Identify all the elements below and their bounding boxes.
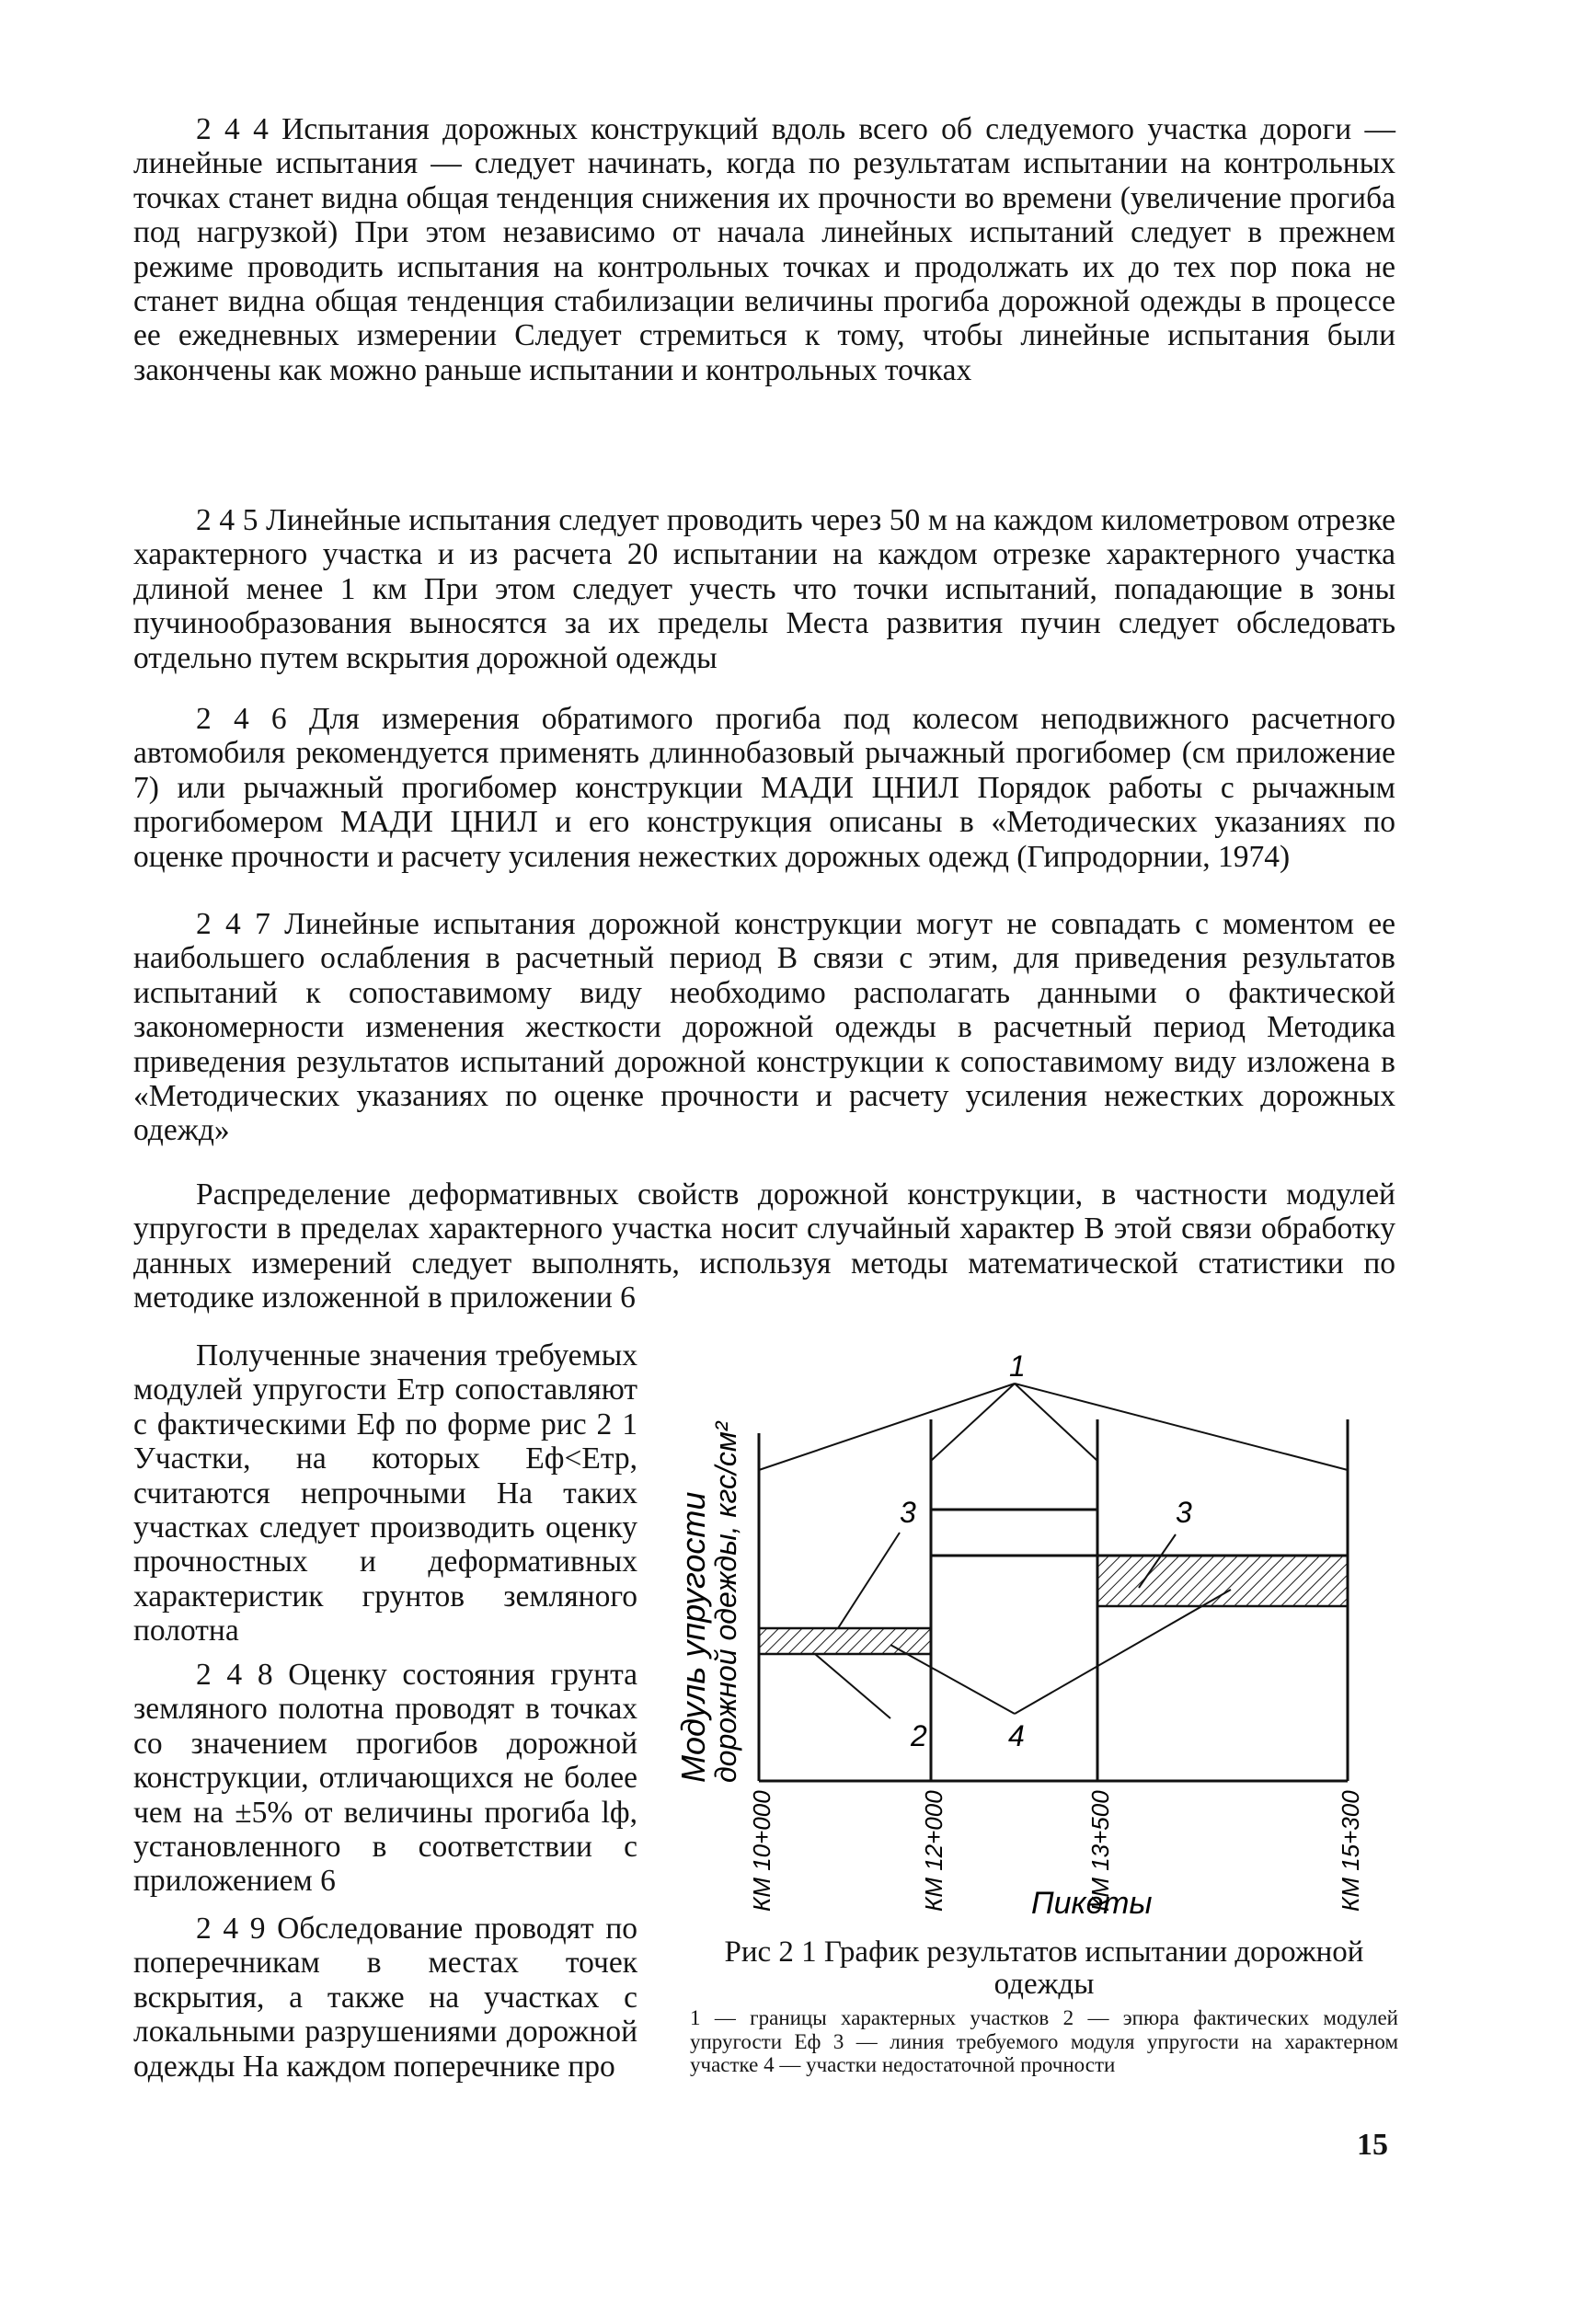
weak-section-right <box>1097 1556 1348 1606</box>
callout-3-label-right: 3 <box>1176 1496 1192 1529</box>
callout-4-label: 4 <box>1008 1719 1025 1752</box>
paragraph-2-4-7: 2 4 7 Линейные испытания дорожной конструкции могут не совпадать с моментом ее наибольшего ослабления в расчетный период В связи с этим, для приведения результатов испытаний к сопоставимому виду необходимо располагать данными о фактической закономерности изменения жесткости дорожной одежды в расчетный период Методика приведения результатов испытаний дорожной конструкции к сопоставимому виду изложена в «Методических указаниях по оценке прочности и расчету усиления нежестких дорожных одежд» <box>133 907 1395 1148</box>
figure-test-results <box>674 1341 1401 1930</box>
callout-1-line <box>1015 1384 1348 1470</box>
callout-1-label: 1 <box>1009 1349 1026 1383</box>
picket-label: КМ 15+300 <box>1337 1790 1364 1912</box>
callout-2-label: 2 <box>911 1719 927 1752</box>
callout-1-line <box>931 1384 1015 1461</box>
callout-3-label-left: 3 <box>900 1496 916 1529</box>
y-axis-label-line2: дорожной одежды, кгс/см² <box>709 1421 742 1783</box>
paragraph-2-4-9: 2 4 9 Обследование проводят по поперечникам в местах точек вскрытия, а также на участках с локальными разрушениями дорожной одежды На каждом поперечнике про <box>133 1912 637 2084</box>
callout-4-line <box>1015 1590 1231 1714</box>
page-number: 15 <box>1357 2128 1388 2162</box>
paragraph-distribution: Распределение деформативных свойств дорожной конструкции, в частности модулей упругости в пределах характерного участка носит случайный характер В этой связи обработку данных измерений следует выполнять, используя методы математической статистики по методике изложенной в приложении 6 <box>133 1177 1395 1315</box>
callout-2-line <box>815 1654 890 1718</box>
paragraph-2-4-5: 2 4 5 Линейные испытания следует проводить через 50 м на каждом километровом отрезке характерного участка и из расчета 20 испытании на каждом отрезке характерного участка длиной менее 1 км При этом следует учесть что точки испытаний, попадающие в зоны пучинообразования выносятся за их пределы Места развития пучин следует обследовать отдельно путем вскрытия дорожной одежды <box>133 503 1395 675</box>
x-axis-label: Пикеты <box>1031 1886 1153 1921</box>
picket-label: КМ 10+000 <box>748 1790 775 1912</box>
y-axis-label-line1: Модуль упругости <box>674 1491 712 1783</box>
paragraph-2-4-6: 2 4 6 Для измерения обратимого прогиба под колесом неподвижного расчетного автомобиля рекомендуется применять длиннобазовый рычажный прогибомер (см приложение 7) или рычажный прогибомер конструкции МАДИ ЦНИЛ Порядок работы с рычажным прогибомером МАДИ ЦНИЛ и его конструкция описаны в «Методических указаниях по оценке прочности и расчету усиления нежестких дорожных одежд (Гипродорнии, 1974) <box>133 702 1395 874</box>
figure-caption-legend: 1 — границы характерных участков 2 — эпюра фактических модулей упругости Eф 3 — линия требуемого модуля упругости на характерном участке 4 — участки недостаточной прочности <box>690 2006 1398 2076</box>
callout-3-line <box>838 1533 900 1628</box>
callout-4-line <box>890 1645 1015 1714</box>
weak-section-left <box>759 1628 931 1654</box>
picket-label: КМ 13+500 <box>1086 1790 1114 1912</box>
paragraph-2-4-4: 2 4 4 Испытания дорожных конструкций вдоль всего об следуемого участка дороги — линейные испытания — следует начинать, когда по результатам испытании на контрольных точках станет видна общая тенденция снижения их прочности во времени (увеличение прогиба под нагрузкой) При этом независимо от начала линейных испытаний следует в прежнем режиме проводить испытания на контрольных точках и продолжать их до тех пор пока не станет видна общая тенденция стабилизации величины прогиба дорожной одежды в процессе ее ежедневных измерении Следует стремиться к тому, чтобы линейные испытания были закончены как можно раньше испытании и контрольных точках <box>133 112 1395 387</box>
callout-1-line <box>759 1384 1015 1470</box>
paragraph-2-4-8: 2 4 8 Оценку состояния грунта земляного полотна проводят в точках со значением прогибов дорожной конструкции, отличающихся не более чем на ±5% от величины прогиба lф, установленного в соответствии с приложением 6 <box>133 1658 637 1899</box>
figure-caption-title: Рис 2 1 График результатов испытании дорожной одежды <box>724 1935 1364 2001</box>
picket-label: КМ 12+000 <box>920 1790 947 1912</box>
paragraph-required-moduli: Полученные значения требуемых модулей упругости Eтр сопоставляют с фактическими Eф по форме рис 2 1 Участки, на которых Eф<Eтр, считаются непрочными На таких участках следует производить оценку прочностных и деформативных характеристик грунтов земляного полотна <box>133 1338 637 1648</box>
